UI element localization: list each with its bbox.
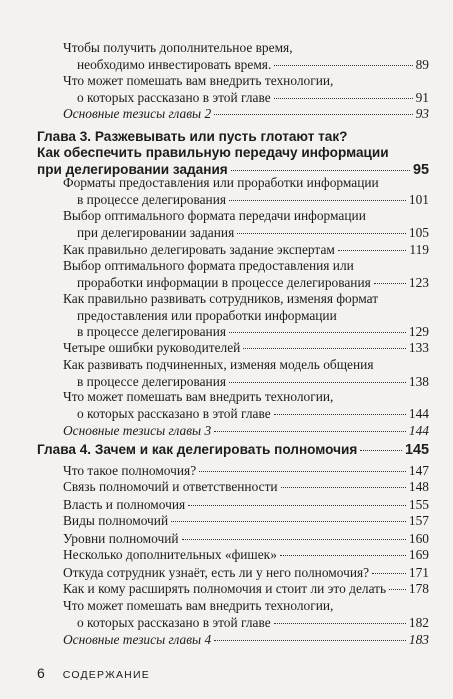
toc-entry-text: Уровни полномочий bbox=[63, 531, 179, 546]
dot-leader bbox=[214, 431, 406, 432]
toc-page-number: 157 bbox=[408, 513, 429, 528]
toc-entry bbox=[63, 73, 429, 106]
dot-leader bbox=[372, 573, 406, 574]
toc-entry bbox=[63, 340, 429, 357]
footer-page-number: 6 bbox=[37, 665, 45, 681]
toc-entry-text: при делегировании задания bbox=[77, 224, 235, 240]
dot-leader bbox=[171, 521, 406, 522]
toc-chapter bbox=[37, 442, 429, 458]
toc-entry-text: Как правильно делегировать задание экспертам bbox=[63, 242, 335, 257]
toc-entry-text: Четыре ошибки руководителей bbox=[63, 340, 241, 355]
toc-entry-text: о которых рассказано в этой главе bbox=[77, 614, 271, 630]
toc-entry-text: Несколько дополнительных «фишек» bbox=[63, 547, 277, 562]
toc-entry bbox=[63, 565, 429, 582]
toc-entry bbox=[63, 389, 429, 422]
dot-leader bbox=[237, 233, 406, 234]
toc-page-number: 93 bbox=[415, 106, 429, 121]
toc-page-number: 89 bbox=[415, 56, 429, 72]
toc-page-number: 144 bbox=[408, 405, 429, 421]
toc-entry-text: Виды полномочий bbox=[63, 513, 169, 528]
dot-leader bbox=[199, 471, 406, 472]
toc-page-number: 171 bbox=[408, 565, 429, 580]
toc-entry-text: Что может помешать вам внедрить технологии, bbox=[63, 389, 334, 404]
dot-leader bbox=[274, 623, 406, 624]
dot-leader bbox=[214, 640, 406, 641]
toc-page-number: 178 bbox=[408, 581, 429, 596]
toc-entry bbox=[63, 547, 429, 564]
toc-entry-text: Глава 4. Зачем и как делегировать полномочия bbox=[37, 442, 358, 457]
toc-entry bbox=[63, 632, 429, 649]
toc-entry bbox=[63, 291, 429, 341]
toc-page-number: 144 bbox=[408, 423, 429, 438]
toc-entry-text: Что такое полномочия? bbox=[63, 463, 197, 478]
toc-entry bbox=[63, 531, 429, 548]
toc-page-number: 133 bbox=[408, 340, 429, 355]
toc-entry bbox=[63, 581, 429, 598]
toc-entry-text: Основные тезисы главы 3 bbox=[63, 423, 212, 438]
dot-leader bbox=[338, 250, 407, 251]
toc-entry bbox=[63, 208, 429, 241]
toc-entry-text: Что может помешать вам внедрить технологии, bbox=[63, 598, 334, 613]
toc-entry-text: Власть и полномочия bbox=[63, 497, 186, 512]
toc-page-number: 129 bbox=[408, 324, 429, 340]
dot-leader bbox=[229, 382, 406, 383]
toc-entry bbox=[63, 242, 429, 259]
toc-entry bbox=[63, 513, 429, 530]
dot-leader bbox=[389, 589, 406, 590]
toc-entry-text: Форматы предоставления или проработки информации bbox=[63, 175, 379, 190]
toc-page-number: 119 bbox=[409, 242, 429, 257]
toc-entry bbox=[63, 479, 429, 496]
toc-entry-text: Как обеспечить правильную передачу информации bbox=[37, 145, 389, 161]
toc-entry bbox=[63, 463, 429, 480]
toc-page-number: 138 bbox=[408, 373, 429, 389]
toc-entry bbox=[63, 423, 429, 440]
dot-leader bbox=[231, 170, 410, 171]
toc-entry-text: в процессе делегирования bbox=[77, 373, 227, 389]
page-footer bbox=[37, 665, 150, 681]
toc-entry-text: о которых рассказано в этой главе bbox=[77, 89, 271, 105]
toc-entry-text: Выбор оптимального формата предоставления или bbox=[63, 258, 354, 273]
toc-entry bbox=[63, 175, 429, 208]
toc-entry-text: при делегировании задания bbox=[37, 161, 228, 177]
toc-page-number: 155 bbox=[408, 497, 429, 512]
toc-entry-text: в процессе делегирования bbox=[77, 324, 227, 340]
dot-leader bbox=[188, 505, 406, 506]
toc-entry-text: проработки информации в процессе делегирования bbox=[77, 274, 371, 290]
toc-entry-text: Выбор оптимального формата передачи информации bbox=[63, 208, 366, 223]
toc-entry-text: Откуда сотрудник узнаёт, есть ли у него полномочия? bbox=[63, 565, 370, 580]
dot-leader bbox=[182, 539, 406, 540]
dot-leader bbox=[229, 200, 406, 201]
dot-leader bbox=[274, 414, 406, 415]
toc-page-number: 160 bbox=[408, 531, 429, 546]
toc-page-number: 182 bbox=[408, 614, 429, 630]
toc-page-number: 145 bbox=[404, 442, 429, 458]
toc-entry bbox=[63, 497, 429, 514]
toc-entry-text: Как правильно развивать сотрудников, изменяя формат bbox=[63, 291, 379, 306]
toc-entry-text: Основные тезисы главы 4 bbox=[63, 632, 212, 647]
dot-leader bbox=[229, 332, 406, 333]
toc-entry bbox=[63, 357, 429, 390]
toc-page-number: 95 bbox=[412, 161, 429, 178]
toc-entry bbox=[63, 106, 429, 123]
toc-entry-text: в процессе делегирования bbox=[77, 191, 227, 207]
toc-page-number: 105 bbox=[408, 224, 429, 240]
toc-chapter bbox=[37, 129, 429, 178]
dot-leader bbox=[214, 114, 412, 115]
footer-section-label: СОДЕРЖАНИЕ bbox=[62, 669, 150, 681]
dot-leader bbox=[374, 283, 406, 284]
dot-leader bbox=[280, 555, 406, 556]
toc-entry-text: Чтобы получить дополнительное время, bbox=[63, 40, 293, 55]
toc-entry-text: Как и кому расширять полномочия и стоит ли это делать bbox=[63, 581, 387, 596]
dot-leader bbox=[274, 65, 412, 66]
toc-page-number: 183 bbox=[408, 632, 429, 647]
toc-entry-text: предоставления или проработки информации bbox=[77, 307, 337, 323]
toc-entry-text: Основные тезисы главы 2 bbox=[63, 106, 212, 121]
toc-entry-text: Как развивать подчиненных, изменяя модель общения bbox=[63, 357, 374, 372]
toc-page-number: 148 bbox=[408, 479, 429, 494]
toc-entry bbox=[63, 258, 429, 291]
toc-entry bbox=[63, 598, 429, 631]
toc-entry-text: Что может помешать вам внедрить технологии, bbox=[63, 73, 334, 88]
dot-leader bbox=[281, 487, 406, 488]
toc-page-number: 101 bbox=[408, 191, 429, 207]
toc-entry-text: необходимо инвестировать время. bbox=[77, 56, 272, 72]
toc-entry-text: Связь полномочий и ответственности bbox=[63, 479, 278, 494]
toc-entry bbox=[63, 40, 429, 73]
toc-page-number: 147 bbox=[408, 463, 429, 478]
toc-page-number: 91 bbox=[415, 89, 429, 105]
toc-page-number: 123 bbox=[408, 274, 429, 290]
dot-leader bbox=[243, 348, 406, 349]
toc-entry-text: Глава 3. Разжевывать или пусть глотают так? bbox=[37, 129, 348, 144]
dot-leader bbox=[274, 98, 413, 99]
toc-page-number: 169 bbox=[408, 547, 429, 562]
toc-entry-text: о которых рассказано в этой главе bbox=[77, 405, 271, 421]
dot-leader bbox=[360, 450, 402, 451]
